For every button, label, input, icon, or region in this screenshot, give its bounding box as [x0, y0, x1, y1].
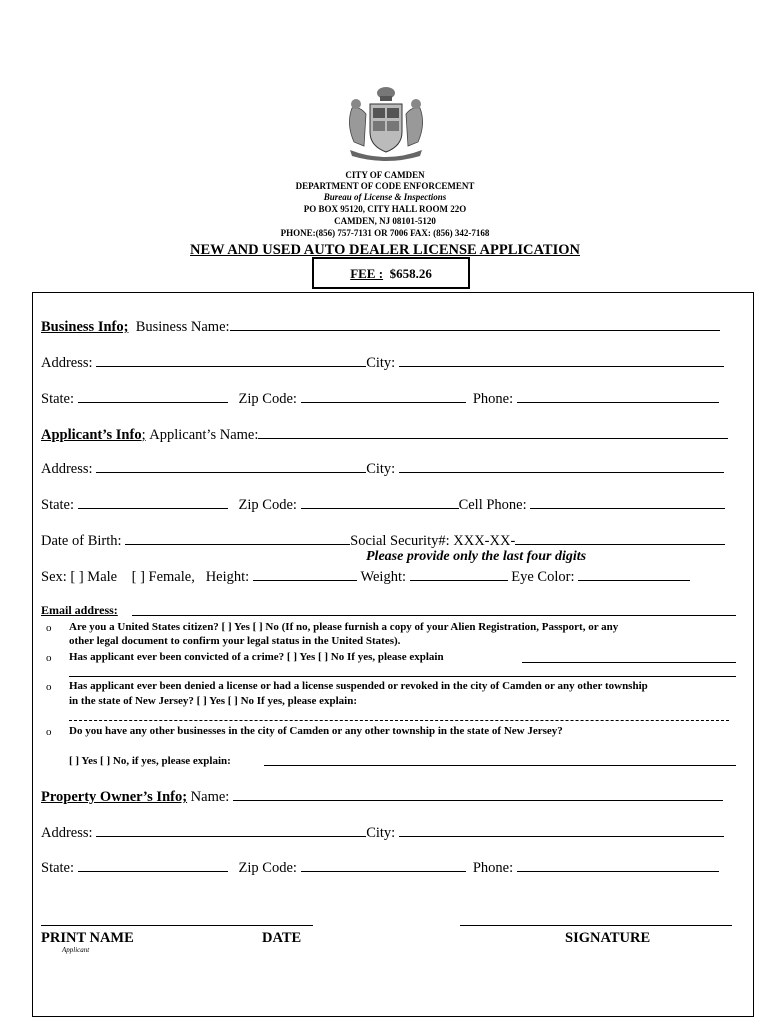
owner-address-row — [41, 823, 724, 841]
city-seal-icon — [340, 84, 432, 164]
business-city-field[interactable] — [399, 353, 724, 367]
form-title: NEW AND USED AUTO DEALER LICENSE APPLICATION — [190, 242, 580, 258]
date-label: DATE — [262, 930, 302, 946]
applicant-caption: Applicant — [62, 946, 90, 954]
business-name-row — [41, 317, 720, 335]
applicant-name-label: Applicant’s Name: — [149, 427, 259, 443]
email-label: Email address: — [41, 603, 118, 617]
print-name-line[interactable] — [41, 925, 313, 926]
question-1-bullet: o — [46, 622, 52, 634]
applicant-state-label: State: — [41, 497, 75, 513]
applicant-state-field[interactable] — [78, 495, 228, 509]
signature-line[interactable] — [460, 925, 732, 926]
applicant-city-label: City: — [366, 461, 396, 477]
email-row — [41, 603, 118, 618]
applicant-zip-label: Zip Code: — [238, 497, 297, 513]
applicant-section-heading: Applicant’s Info — [41, 427, 142, 443]
applicant-city-field[interactable] — [399, 459, 724, 473]
sex-female-checkbox[interactable]: [ ] Female, — [131, 569, 195, 585]
question-2-bullet: o — [46, 652, 52, 664]
question-3-bullet: o — [46, 681, 52, 693]
owner-phone-label: Phone: — [472, 860, 514, 876]
owner-zip-field[interactable] — [301, 858, 466, 872]
print-name-label: PRINT NAME — [41, 930, 134, 946]
question-2-explain-field[interactable] — [522, 662, 736, 663]
owner-name-row — [41, 787, 723, 805]
applicant-address-field[interactable] — [96, 459, 366, 473]
applicant-name-field[interactable] — [258, 425, 728, 439]
height-label: Height: — [205, 569, 250, 585]
question-4-bullet: o — [46, 726, 52, 738]
applicant-state-row — [41, 495, 725, 513]
weight-field[interactable] — [410, 567, 508, 581]
question-2-text: Has applicant ever been convicted of a crime? [ ] Yes [ ] No If yes, please explain — [69, 651, 444, 663]
owner-section-heading: Property Owner’s Info; — [41, 789, 188, 805]
applicant-physical-row — [41, 567, 690, 585]
question-2-explain-line-2[interactable] — [69, 676, 736, 677]
sex-male-checkbox[interactable]: Sex: [ ] Male — [41, 569, 118, 585]
applicant-cell-field[interactable] — [530, 495, 725, 509]
business-section-heading: Business Info; — [41, 319, 129, 335]
header-bureau: Bureau of License & Inspections — [323, 192, 447, 202]
question-4-text: Do you have any other businesses in the city of Camden or any other township in the state of New Jersey? — [69, 725, 563, 737]
applicant-zip-field[interactable] — [301, 495, 459, 509]
business-state-field[interactable] — [78, 389, 228, 403]
owner-city-field[interactable] — [399, 823, 724, 837]
business-state-label: State: — [41, 391, 75, 407]
question-1-line-1: Are you a United States citizen? [ ] Yes [ ] No (If no, please furnish a copy of your Alien Registration, Passport, or any — [69, 621, 619, 633]
question-4-explain-field[interactable] — [264, 765, 736, 766]
business-address-label: Address: — [41, 355, 93, 371]
applicant-section-suffix: ; — [141, 427, 146, 443]
applicant-dob-row — [41, 531, 725, 549]
business-address-field[interactable] — [96, 353, 366, 367]
height-field[interactable] — [253, 567, 357, 581]
owner-state-label: State: — [41, 860, 75, 876]
header-phone: PHONE:(856) 757-7131 OR 7006 FAX: (856) 342-7168 — [280, 228, 490, 238]
applicant-address-label: Address: — [41, 461, 93, 477]
applicant-ssn-label: Social Security#: XXX-XX- — [350, 533, 516, 549]
question-1-line-2: other legal document to confirm your legal status in the United States). — [69, 635, 401, 647]
owner-name-field[interactable] — [233, 787, 723, 801]
fee-label: FEE : — [350, 266, 384, 281]
question-3-line-1: Has applicant ever been denied a license or had a license suspended or revoked in the city of Camden or any other township — [69, 680, 648, 692]
applicant-address-row — [41, 459, 724, 477]
owner-state-row — [41, 858, 719, 876]
business-city-label: City: — [366, 355, 396, 371]
signature-label: SIGNATURE — [565, 930, 651, 946]
business-zip-field[interactable] — [301, 389, 466, 403]
business-phone-label: Phone: — [472, 391, 514, 407]
owner-city-label: City: — [366, 825, 396, 841]
fee-box — [312, 257, 470, 289]
applicant-name-row — [41, 425, 728, 443]
applicant-dob-field[interactable] — [125, 531, 350, 545]
owner-address-field[interactable] — [96, 823, 366, 837]
owner-phone-field[interactable] — [517, 858, 719, 872]
question-3-line-2: in the state of New Jersey? [ ] Yes [ ] No If yes, please explain: — [69, 695, 357, 707]
header-city: CITY OF CAMDEN — [345, 170, 425, 180]
business-name-label: Business Name: — [135, 319, 230, 335]
fee-amount: $658.26 — [389, 266, 432, 281]
weight-label: Weight: — [360, 569, 406, 585]
applicant-ssn-field[interactable] — [515, 531, 725, 545]
business-address-row — [41, 353, 724, 371]
business-state-row — [41, 389, 719, 407]
business-phone-field[interactable] — [517, 389, 719, 403]
eye-color-field[interactable] — [578, 567, 690, 581]
owner-address-label: Address: — [41, 825, 93, 841]
business-name-field[interactable] — [230, 317, 720, 331]
owner-name-label: Name: — [190, 789, 230, 805]
header-city-state: CAMDEN, NJ 08101-5120 — [334, 216, 436, 226]
applicant-cell-label: Cell Phone: — [458, 497, 527, 513]
owner-state-field[interactable] — [78, 858, 228, 872]
question-4-answer[interactable]: [ ] Yes [ ] No, if yes, please explain: — [69, 755, 231, 767]
business-zip-label: Zip Code: — [238, 391, 297, 407]
email-field[interactable] — [132, 615, 736, 616]
ssn-note: Please provide only the last four digits — [366, 549, 587, 564]
eye-color-label: Eye Color: — [511, 569, 575, 585]
applicant-dob-label: Date of Birth: — [41, 533, 122, 549]
question-3-explain-field[interactable] — [69, 720, 729, 721]
header-department: DEPARTMENT OF CODE ENFORCEMENT — [295, 181, 475, 191]
header-po-box: PO BOX 95120, CITY HALL ROOM 22O — [303, 204, 467, 214]
owner-zip-label: Zip Code: — [238, 860, 297, 876]
